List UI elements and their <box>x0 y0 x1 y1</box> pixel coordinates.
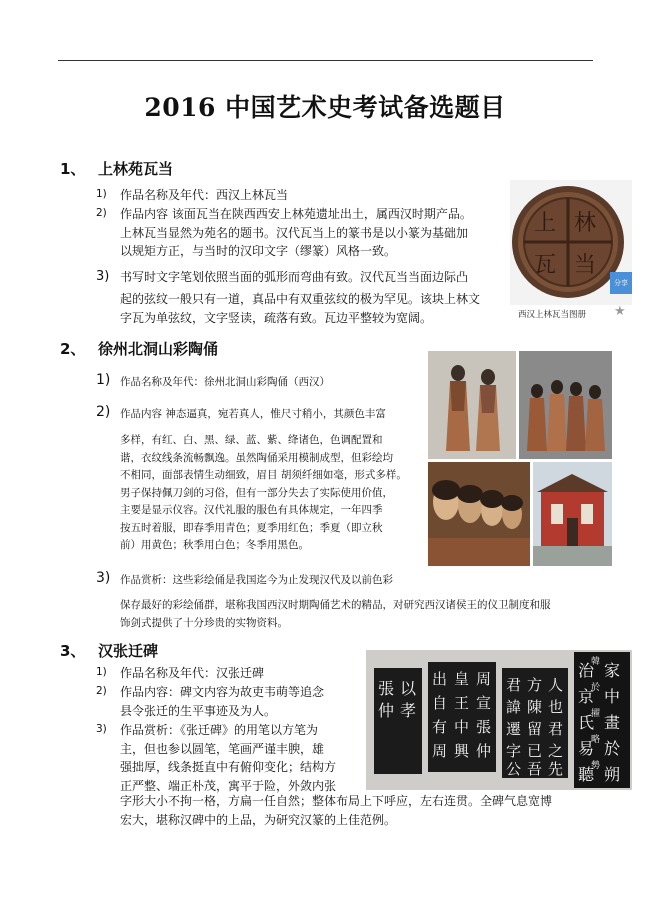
item-line: 强拙厚，线条挺直中有俯仰变化；结构方 <box>120 760 337 774</box>
item-number: 2) <box>96 404 111 420</box>
rubbing-char: 自 <box>432 694 448 712</box>
item-text: 作品名称及年代：汉张迁碑 <box>120 666 265 680</box>
item-number: 2) <box>96 207 107 219</box>
rubbing-char: 王 <box>454 694 470 712</box>
item-line: 男子保持佩刀剑的习俗，但有一部分失去了实际使用价值， <box>120 486 393 499</box>
item-line: 作品赏析：这些彩绘俑是我国迄今为止发现汉代及以前色彩 <box>120 574 393 586</box>
rubbing-char: 中 <box>454 718 470 736</box>
item-line: 保存最好的彩绘俑群，堪称我国西汉时期陶俑艺术的精品，对研究西汉诸侯王的仪卫制度和服 <box>120 599 551 611</box>
item-number: 1) <box>96 372 111 388</box>
rubbing-char: 遷 <box>506 720 522 738</box>
zhang-qian-stele-rubbings <box>366 650 632 790</box>
item-number: 2) <box>96 685 107 697</box>
rubbing-char: 人 <box>548 676 564 694</box>
rubbing-char: 君 <box>548 720 564 738</box>
rubbing-char: 宣 <box>476 694 492 712</box>
rubbing-char: 興 <box>454 742 470 760</box>
section-3-body <box>96 664 366 797</box>
item-line: 上林瓦当显然为苑名的题书。汉代瓦当上的篆书是以小篆为基础加 <box>120 225 469 240</box>
section-title: 上林苑瓦当 <box>98 160 174 178</box>
rubbing-char: 韓 <box>591 657 601 667</box>
item-line: 字瓦为单弦纹，文字竖读，疏落有致。瓦边平整较为宽阔。 <box>120 311 433 325</box>
section-title: 徐州北洞山彩陶俑 <box>98 340 219 358</box>
section-1-heading <box>60 158 360 180</box>
rubbing-char: 諱 <box>506 698 522 716</box>
item-line: 前）用黄色；秋季用白色；冬季用黑色。 <box>120 539 309 551</box>
item-line: 谐，衣纹线条流畅飘逸。虽然陶俑采用模制成型，但彩绘均 <box>120 451 393 464</box>
rubbing-char: 留 <box>527 720 543 738</box>
item-line: 作品内容 该面瓦当在陕西西安上林苑遗址出土，属西汉时期产品。 <box>120 207 472 221</box>
rubbing-char: 仲 <box>378 701 395 720</box>
section-title: 汉张迁碑 <box>98 642 159 660</box>
rubbing-char: 孝 <box>400 701 417 720</box>
section-3-heading <box>60 640 360 662</box>
item-number: 1) <box>96 188 107 200</box>
figurine-group-photo <box>519 351 612 459</box>
item-line: 作品赏析：《张迁碑》的用笔以方笔为 <box>120 723 319 737</box>
item-line: 主要是显示仪容。汉代礼服的服色有具体规定，一年四季 <box>120 504 383 516</box>
rubbing-char: 字 <box>506 742 522 760</box>
header-rule <box>58 60 593 61</box>
rubbing-char: 張 <box>378 679 395 698</box>
rubbing-char: 勢 <box>591 761 601 771</box>
rubbing-char: 中 <box>604 687 621 706</box>
section-3-continuation <box>120 792 620 829</box>
tile-char: 林 <box>574 211 597 236</box>
rubbing-char: 周 <box>432 742 448 760</box>
item-line: 书写时文字笔划依照当面的弧形而弯曲有致。汉代瓦当当面边际凸 <box>120 270 469 284</box>
item-line: 正严整、端正朴茂，寓平于险，外敛内张 <box>120 778 337 793</box>
image-caption: 西汉上林瓦当图册 <box>518 310 587 320</box>
rubbing-char: 公 <box>506 760 522 778</box>
item-line: 县令张迁的生平事迹及为人。 <box>120 703 277 718</box>
item-line: 主，但也参以圆笔，笔画严谨丰腴，雄 <box>120 741 325 756</box>
rubbing-char: 張 <box>476 718 492 736</box>
rubbing-char: 以 <box>400 679 417 698</box>
item-text: 作品名称及年代：徐州北洞山彩陶俑（西汉） <box>120 376 330 388</box>
rubbing-char: 朔 <box>604 765 621 784</box>
section-1-body <box>96 186 516 261</box>
stele-rubbing-photo <box>366 650 632 790</box>
rubbing-char: 擢 <box>591 709 601 719</box>
rubbing-char: 有 <box>432 718 448 736</box>
tile-char: 瓦 <box>534 253 557 278</box>
rubbing-char: 已 <box>527 742 543 760</box>
rubbing-char: 京 <box>578 687 595 706</box>
item-line: 宏大，堪称汉碑中的上品，为研究汉篆的上佳范例。 <box>120 812 397 827</box>
item-number: 1) <box>96 666 107 678</box>
item-line: 作品内容：碑文内容为故吏韦萌等追念 <box>120 685 325 699</box>
item-line: 不相同，面部表情生动细致，眉目 胡须纤细如毫，形式多样。 <box>120 469 407 481</box>
rubbing-char: 略 <box>591 735 601 745</box>
rubbing-char: 吾 <box>527 760 543 778</box>
page-title: 2016 中国艺术史考试备选题目 <box>144 93 506 122</box>
section-number: 3、 <box>60 642 86 660</box>
rubbing-char: 之 <box>548 742 564 760</box>
standing-figurines-photo <box>428 351 516 459</box>
item-line: 饰剑式提供了十分珍贵的实物资料。 <box>120 617 288 629</box>
item-number: 3) <box>96 269 110 284</box>
rubbing-char: 出 <box>432 670 448 688</box>
rubbing-char: 家 <box>604 661 621 680</box>
item-line: 多样，有红、白、黑、绿、蓝、紫、绛诸色，色调配置和 <box>120 434 383 446</box>
rubbing-char: 仲 <box>476 742 492 760</box>
rubbing-char: 治 <box>578 661 595 680</box>
rubbing-char: 於 <box>604 739 621 758</box>
share-button[interactable]: 分享 <box>610 272 632 294</box>
item-line: 以规矩方正，与当时的汉印文字（缪篆）风格一致。 <box>120 244 397 258</box>
rubbing-char: 方 <box>527 676 543 694</box>
rubbing-char: 易 <box>578 739 595 758</box>
rubbing-char: 於 <box>591 683 601 693</box>
rubbing-char: 聽 <box>578 765 595 784</box>
rubbing-char: 君 <box>506 676 522 694</box>
item-line: 起的弦纹一般只有一道，真品中有双重弦纹的极为罕见。该块上林文 <box>120 292 481 306</box>
section-number: 2、 <box>60 340 86 358</box>
item-line: 按五时着服，即春季用青色；夏季用红色；季夏（即立秋 <box>120 521 383 534</box>
section-number: 1、 <box>60 160 86 178</box>
rubbing-char: 周 <box>476 670 492 688</box>
section-2-heading <box>60 338 360 360</box>
rubbing-char: 畫 <box>604 713 621 732</box>
rubbing-char: 先 <box>548 760 564 778</box>
tile-char: 当 <box>574 253 597 278</box>
rubbing-char: 皇 <box>454 670 470 688</box>
figurine-heads-photo <box>428 462 530 566</box>
item-text: 作品名称及年代：西汉上林瓦当 <box>120 188 289 202</box>
item-number: 3) <box>96 723 107 735</box>
rubbing-char: 陳 <box>527 698 543 716</box>
item-number: 3) <box>96 570 111 586</box>
museum-building-photo <box>533 462 612 566</box>
pottery-figurines-collage <box>425 347 615 567</box>
star-icon[interactable]: ★ <box>614 304 626 319</box>
rubbing-char: 氏 <box>578 713 595 732</box>
item-line: 字形大小不拘一格，方扁一任自然；整体布局上下呼应，左右连贯。全碑气息宽博 <box>120 794 553 808</box>
item-line: 作品内容 神态逼真，宛若真人，惟尺寸稍小，其颜色丰富 <box>120 408 386 420</box>
roof-tile-image-panel <box>510 180 632 325</box>
rubbing-char: 也 <box>548 698 564 716</box>
tile-char: 上 <box>534 211 557 236</box>
